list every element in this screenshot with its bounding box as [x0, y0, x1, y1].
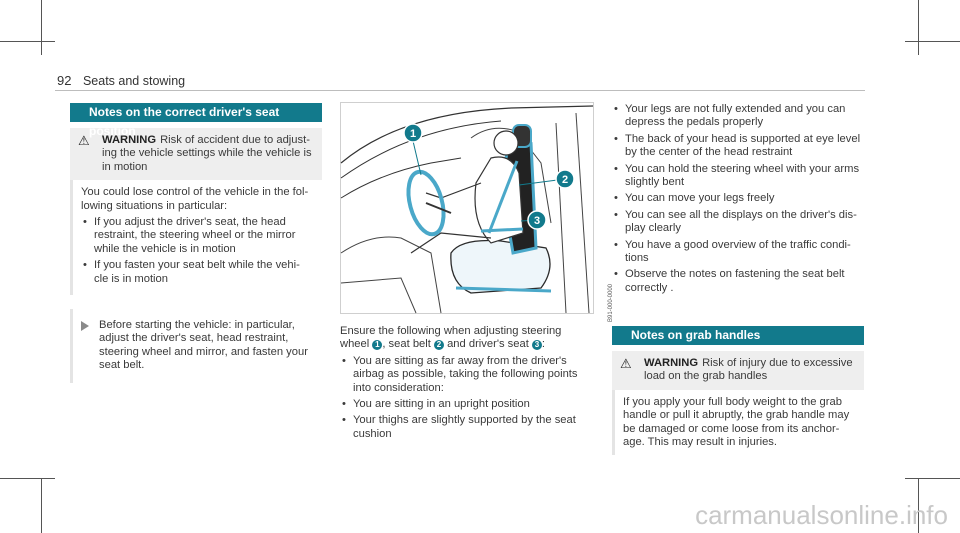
warning-body — [612, 390, 864, 456]
badge-3: 3 — [532, 340, 542, 350]
list-item: • You have a good overview of the traffic condi- tions — [612, 239, 864, 266]
middle-column — [340, 325, 592, 444]
callout-3-label: 3 — [533, 215, 541, 227]
crop-mark — [0, 478, 55, 479]
page-header — [57, 73, 185, 88]
driver-seat-drawing — [341, 103, 614, 323]
body-text: If you apply your full body weight to the grab handle or pull it abruptly, the grab handle may be damaged or come loose from its anchor- age. This may result in injuries. — [623, 395, 850, 449]
instruction-box — [70, 309, 322, 383]
badge-2: 2 — [434, 340, 444, 350]
list-item: • You can move your legs freely — [612, 192, 864, 205]
watermark: carmanualsonline.info — [695, 500, 948, 530]
body-intro: You could lose control of the vehicle in the fol- lowing situations in particular: — [81, 186, 309, 212]
list-item: • Your thighs are slightly supported by the seat cushion — [340, 414, 592, 441]
left-column — [70, 103, 322, 383]
list-item: • You are sitting in an upright position — [340, 398, 592, 411]
ensure-paragraph — [340, 325, 592, 352]
section-title: Notes on grab handles — [612, 326, 864, 345]
ensure-text: , seat belt — [382, 338, 431, 351]
list-item: • Your legs are not fully extended and you can depress the pedals properly — [612, 103, 864, 130]
list-item: • Observe the notes on fastening the seat belt correctly . — [612, 268, 864, 295]
list-item: • The back of your head is supported at eye level by the center of the head restraint — [612, 133, 864, 160]
warning-text: Risk of accident due to adjust- ing the vehicle settings while the vehicle is in motion — [102, 134, 312, 173]
ensure-text: : — [541, 338, 546, 351]
grab-handles-section — [612, 326, 864, 455]
list-item: • You can hold the steering wheel with your arms slightly bent — [612, 163, 864, 190]
crop-mark — [41, 0, 42, 55]
bullet-list — [340, 355, 592, 441]
instruction-text: Before starting the vehicle: in particular, adjust the driver's seat, head restraint, steering wheel and mirror, and fasten your seat belt. — [99, 319, 308, 372]
warning-title: WARNING — [102, 134, 157, 146]
seat-position-illustration — [340, 102, 614, 323]
right-column — [612, 103, 864, 298]
callout-2-label: 2 — [561, 174, 569, 186]
warning-content — [644, 357, 856, 384]
warning-title: WARNING — [644, 357, 699, 369]
crop-mark — [905, 41, 960, 42]
list-item: • If you adjust the driver's seat, the head restraint, the steering wheel or the mirror while the vehicle is in motion — [81, 216, 316, 256]
crop-mark — [905, 478, 960, 479]
header-rule — [55, 90, 865, 91]
instruction-arrow-icon — [81, 321, 89, 331]
warning-icon: ⚠ — [78, 133, 90, 148]
bullet-list — [612, 103, 864, 295]
callout-1-label: 1 — [409, 128, 417, 140]
bullet-list — [81, 216, 316, 286]
crop-mark — [0, 41, 55, 42]
warning-box — [70, 128, 322, 180]
section-title: Notes on the correct driver's seat position — [70, 103, 322, 122]
warning-icon: ⚠ — [620, 356, 632, 371]
warning-box — [612, 351, 864, 390]
page-number: 92 — [57, 73, 72, 88]
list-item: • You are sitting as far away from the driver's airbag as possible, taking the following points into consideration: — [340, 355, 592, 395]
badge-1: 1 — [372, 340, 382, 350]
ensure-text: and driver's seat — [443, 338, 529, 351]
section-name: Seats and stowing — [82, 74, 186, 88]
crop-mark — [918, 0, 919, 55]
ensure-text: Ensure the following when adjusting steering wheel — [340, 325, 562, 351]
figure-code: B91-000-0000 — [608, 283, 614, 323]
warning-content — [102, 134, 314, 174]
list-item: • If you fasten your seat belt while the vehi- cle is in motion — [81, 259, 316, 286]
warning-body — [70, 180, 322, 295]
warning-text: Risk of injury due to excessive load on the grab handles — [644, 357, 853, 383]
crop-mark — [41, 478, 42, 533]
list-item: • You can see all the displays on the driver's dis- play clearly — [612, 209, 864, 236]
